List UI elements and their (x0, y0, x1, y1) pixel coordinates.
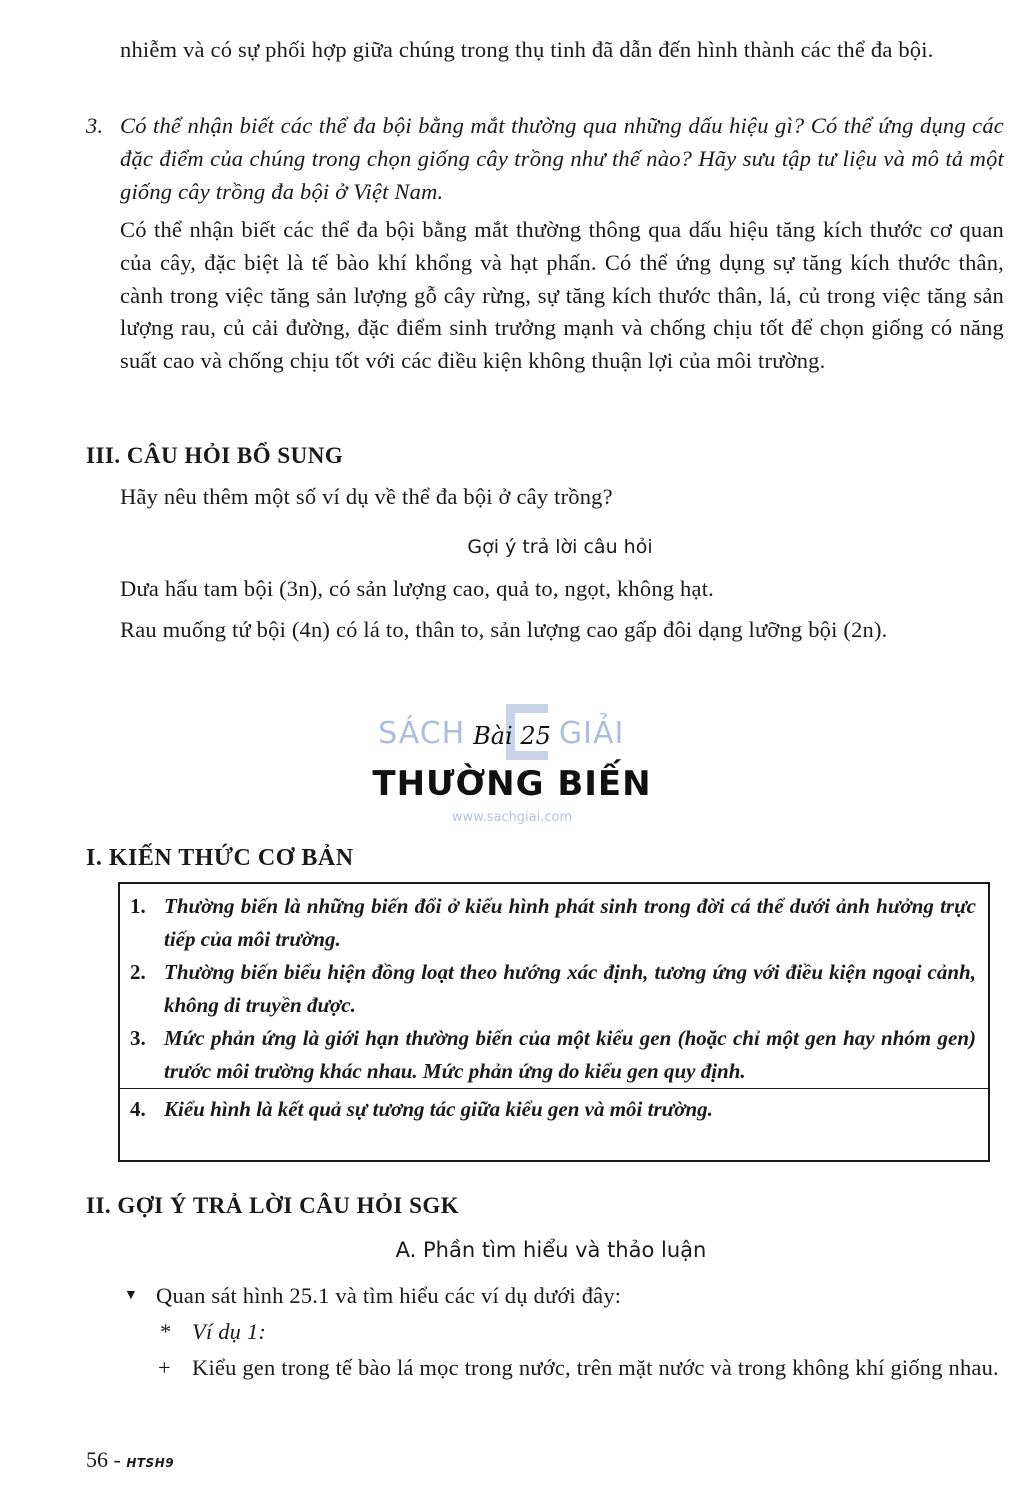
lesson-title: THƯỜNG BIẾN (372, 764, 652, 804)
key-point (130, 1022, 976, 1088)
key-point-text: Thường biến biểu hiện đồng loạt theo hướng xác định, tương ứng với điều kiện ngoại cảnh, không di truyền được. (164, 960, 976, 1017)
page-footer (86, 1447, 174, 1473)
plus-marker: + (158, 1355, 171, 1380)
subsection-heading: A. Phần tìm hiểu và thảo luận (395, 1238, 707, 1262)
supplementary-answer-2: Rau muống tứ bội (4n) có lá to, thân to, sản lượng cao gấp đôi dạng lưỡng bội (2n). (120, 617, 888, 642)
key-points-box (118, 882, 990, 1162)
key-point-text: Thường biến là những biến đổi ở kiểu hình phát sinh trong đời cá thể dưới ảnh hưởng trực tiếp của môi trường. (164, 894, 976, 951)
supplementary-answer-1: Dưa hấu tam bội (3n), có sản lượng cao, quả to, ngọt, không hạt. (120, 576, 714, 601)
box-divider (120, 1088, 988, 1089)
supplementary-question: Hãy nêu thêm một số ví dụ về thể đa bội ở cây trồng? (120, 484, 613, 509)
key-point (130, 1093, 976, 1126)
footer-separator: - (113, 1447, 121, 1472)
key-point-number: 4. (130, 1097, 146, 1121)
key-points-list (130, 890, 976, 1126)
section-heading-basic-knowledge: I. KIẾN THỨC CƠ BẢN (86, 845, 354, 871)
key-point (130, 890, 976, 956)
key-point-number: 1. (130, 894, 146, 918)
hint-title: Gợi ý trả lời câu hỏi (467, 536, 653, 558)
answer-3-paragraph: Có thể nhận biết các thể đa bội bằng mắt thường thông qua dấu hiệu tăng kích thước cơ quan của cây, đặc biệt là tế bào khí khổng và hạt phấn. Có thể ứng dụng sự tăng kích thước thân, cành trong việc tăng sản lượng gỗ cây rừng, sự tăng kích thước thân, lá, củ trong việc tăng sản lượng rau, củ cải đường, đặc điểm sinh trưởng mạnh và chống chịu tốt để chọn giống có năng suất cao và chống chịu tốt với các điều kiện không thuận lợi của môi trường. (120, 217, 1004, 374)
section-heading-sgk-answers: II. GỢI Ý TRẢ LỜI CÂU HỎI SGK (86, 1193, 460, 1218)
section-heading-supplementary: III. CÂU HỎI BỔ SUNG (86, 443, 344, 468)
watermark-brand-left: SÁCH (378, 716, 466, 751)
key-point (130, 956, 976, 1022)
key-point-number: 2. (130, 960, 146, 984)
watermark-url: www.sachgiai.com (451, 810, 573, 825)
continuation-paragraph: nhiễm và có sự phối hợp giữa chúng trong thụ tinh đã dẫn đến hình thành các thể đa bội. (120, 37, 934, 62)
key-point-text: Kiểu hình là kết quả sự tương tác giữa kiểu gen và môi trường. (164, 1097, 713, 1121)
question-3-text: Có thể nhận biết các thể đa bội bằng mắt thường qua những dấu hiệu gì? Có thể ứng dụng các đặc điểm của chúng trong chọn giống cây trồng như thế nào? Hãy sưu tập tư liệu và mô tả một giống cây trồng đa bội ở Việt Nam. (120, 113, 1004, 204)
watermark-brand-right: GIẢI (558, 716, 625, 751)
example-label: Ví dụ 1: (192, 1319, 267, 1344)
page-number: 56 (86, 1447, 108, 1472)
lesson-label: Bài 25 (473, 722, 551, 750)
task-instruction: Quan sát hình 25.1 và tìm hiểu các ví dụ dưới đây: (156, 1283, 622, 1308)
triangle-bullet-icon: ▼ (124, 1288, 138, 1303)
asterisk-marker: * (160, 1319, 172, 1344)
example-point: Kiểu gen trong tế bào lá mọc trong nước, trên mặt nước và trong không khí giống nhau. (192, 1355, 999, 1380)
question-number: 3. (86, 113, 104, 138)
key-point-number: 3. (130, 1026, 146, 1050)
key-point-text: Mức phản ứng là giới hạn thường biến của một kiểu gen (hoặc chỉ một gen hay nhóm gen) trước môi trường khác nhau. Mức phản ứng do kiểu gen quy định. (164, 1026, 976, 1083)
book-code: HTSH9 (126, 1456, 175, 1470)
